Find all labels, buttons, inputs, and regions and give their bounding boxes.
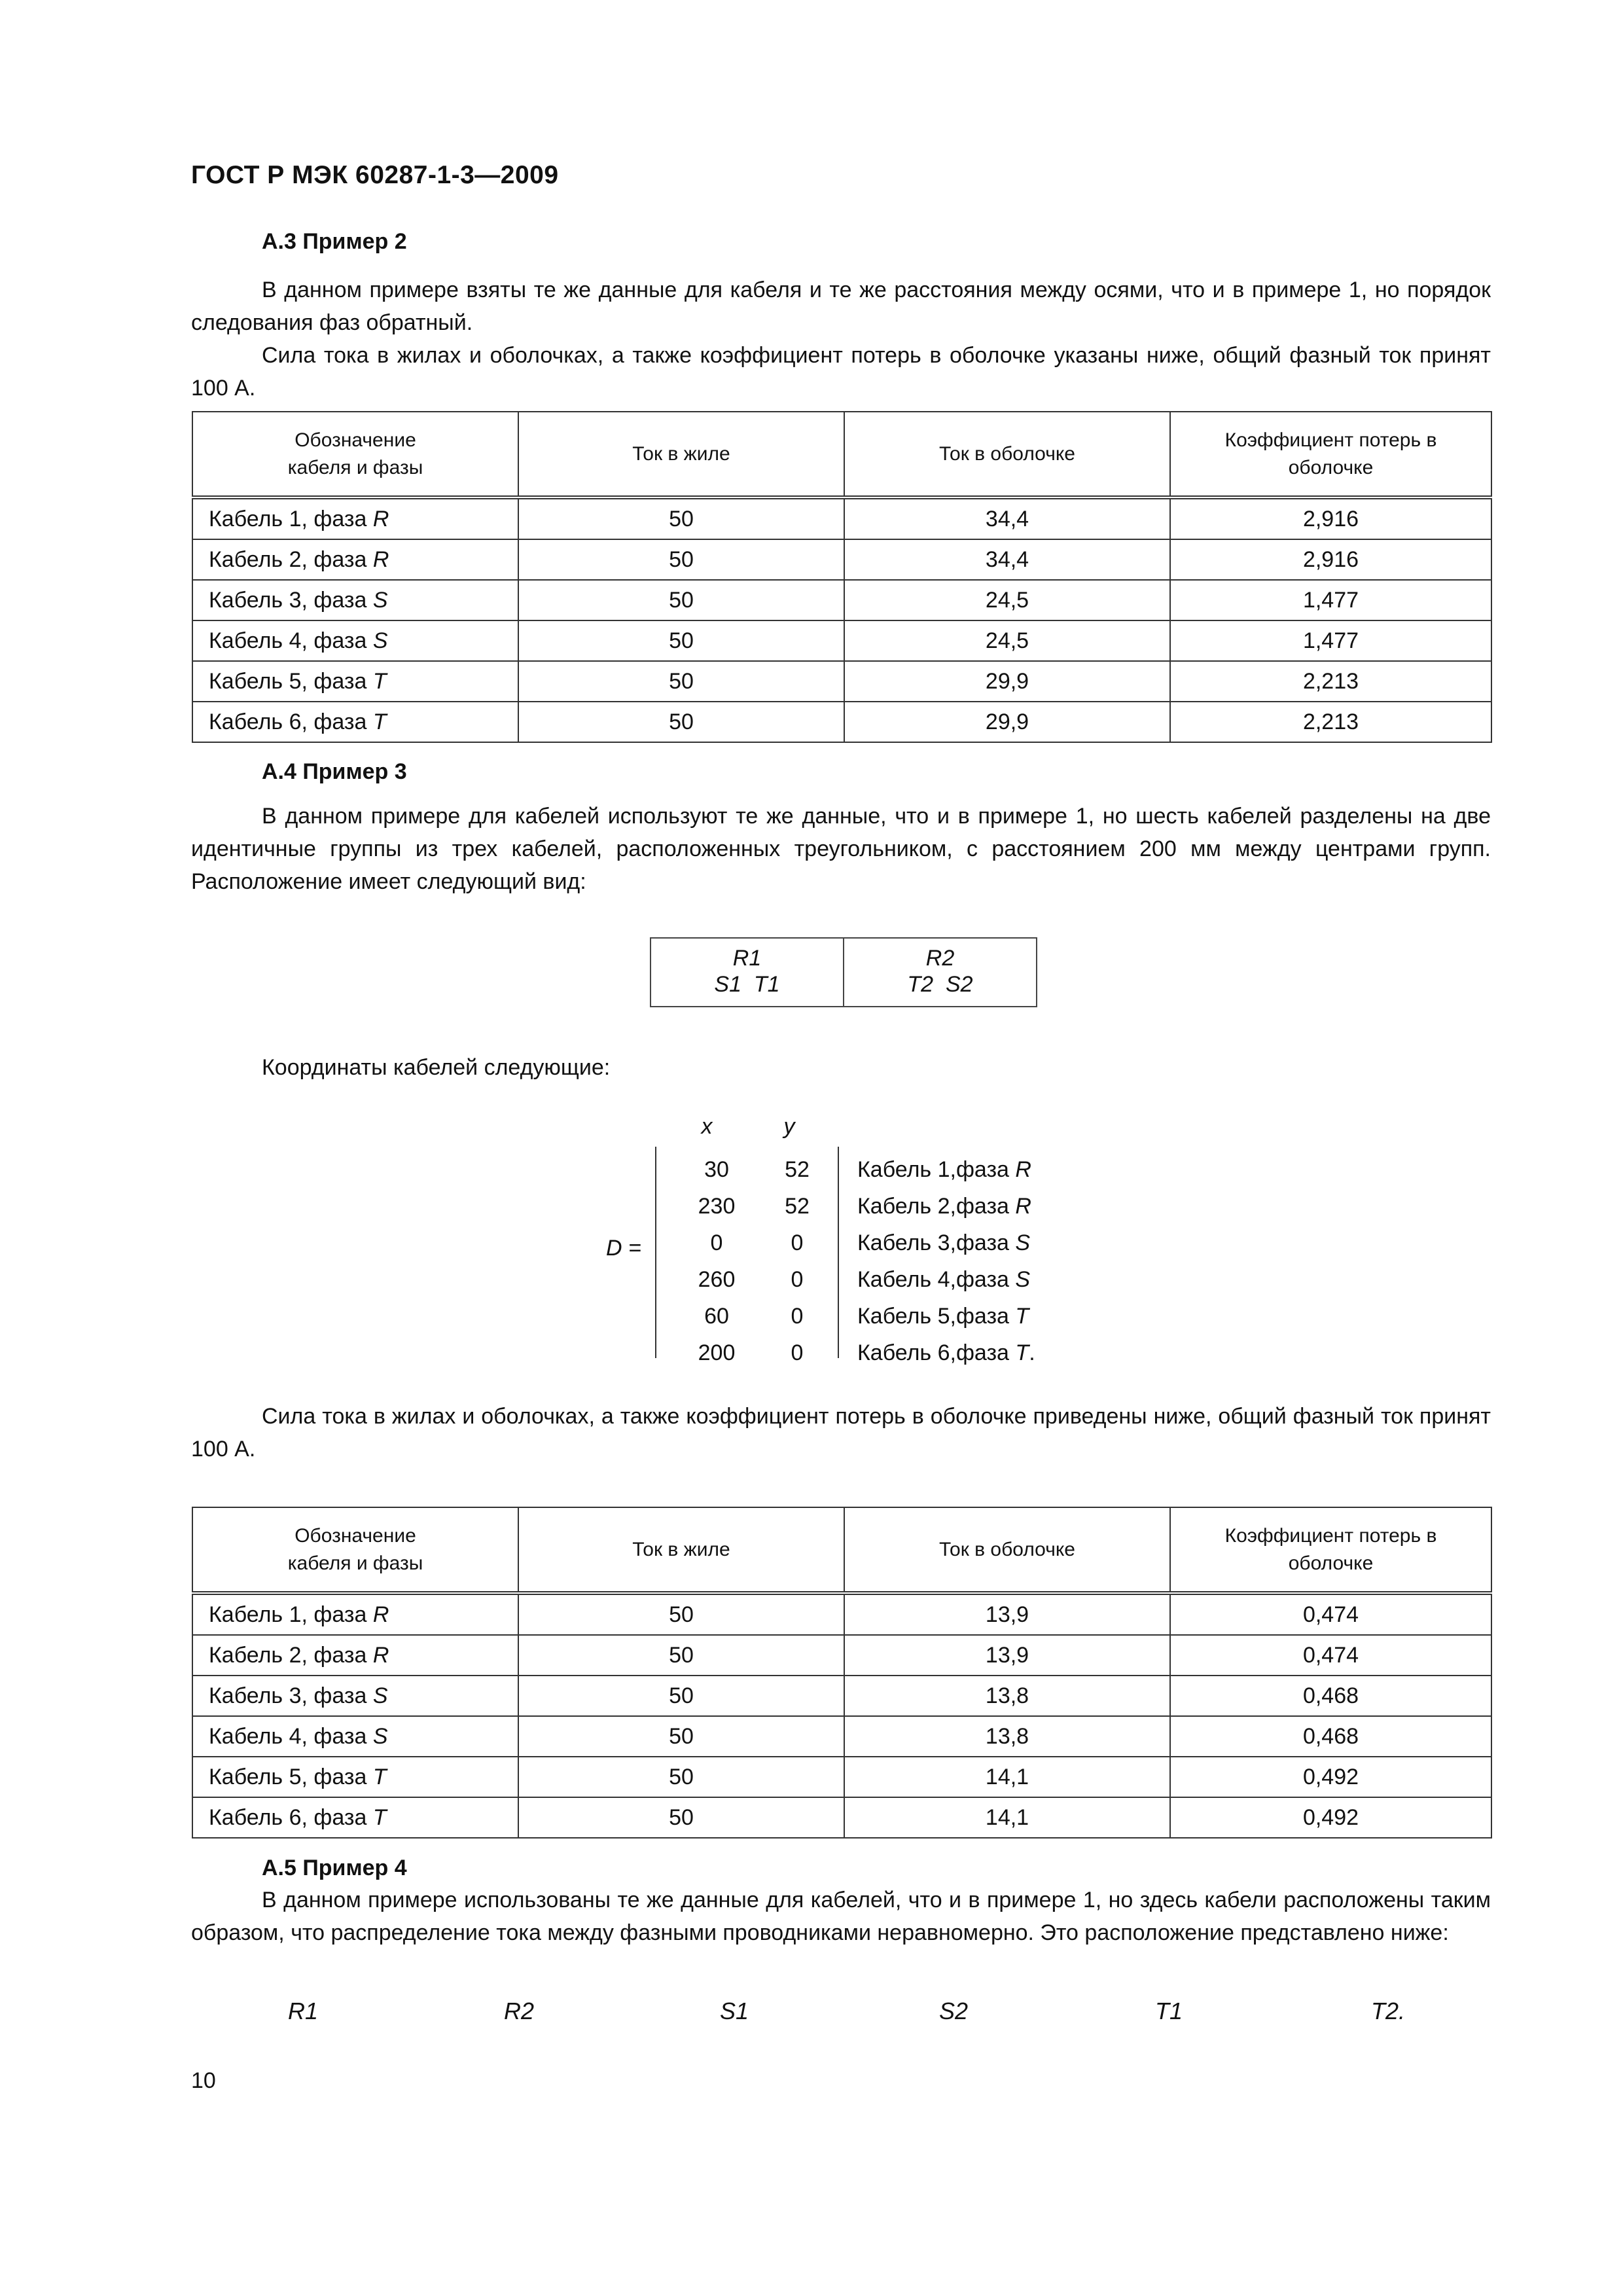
table-row: [192, 1797, 1491, 1838]
header-sheath-current: Ток в оболочке: [844, 412, 1170, 497]
phase-letter: T: [372, 668, 387, 694]
cell-sheath-current: 13,8: [844, 1716, 1170, 1757]
section-a5-title: А.5 Пример 4: [262, 1856, 407, 1880]
cell-loss-factor: 2,213: [1170, 702, 1491, 742]
cell-sheath-current: 24,5: [844, 620, 1170, 661]
cell-sheath-current: 29,9: [844, 702, 1170, 742]
example-4-cable: R1: [288, 1998, 319, 2024]
matrix-x-value: 60: [704, 1304, 729, 1329]
header-core-current: Ток в жиле: [518, 412, 844, 497]
cell-loss-factor: 0,492: [1170, 1797, 1491, 1838]
cell-sheath-current: 34,4: [844, 539, 1170, 580]
cell-core-current: 50: [518, 1676, 844, 1716]
cell-loss-factor: 0,492: [1170, 1757, 1491, 1797]
table-row: [192, 620, 1491, 661]
phase-letter: S: [372, 628, 388, 653]
arrangement-group-1-top: R1: [732, 946, 762, 971]
cell-cable-phase: [192, 580, 518, 620]
matrix-phase-letter: R: [1015, 1157, 1031, 1182]
cell-loss-factor: 0,468: [1170, 1676, 1491, 1716]
cell-cable-phase: [192, 539, 518, 580]
cell-core-current: 50: [518, 702, 844, 742]
arrangement-group-1-bottom: S1 T1: [714, 972, 780, 997]
matrix-phase-letter: T: [1015, 1340, 1029, 1365]
section-a3-text: [191, 274, 1491, 404]
matrix-cable-label: Кабель 2,фаза: [857, 1194, 1009, 1219]
page-number: 10: [191, 2068, 216, 2093]
cable-label: Кабель 3, фаза: [209, 587, 367, 613]
table-example-3-body: [192, 1593, 1491, 1838]
cell-loss-factor: 1,477: [1170, 620, 1491, 661]
matrix-cable-label: Кабель 5,фаза: [857, 1304, 1009, 1329]
matrix-y-header: y: [783, 1114, 795, 1139]
arrangement-group-1: [651, 939, 843, 1006]
cell-sheath-current: 13,9: [844, 1593, 1170, 1635]
cable-label: Кабель 1, фаза: [209, 506, 367, 531]
matrix-phase-letter: S: [1015, 1230, 1031, 1255]
cell-cable-phase: [192, 1797, 518, 1838]
cell-sheath-current: 24,5: [844, 580, 1170, 620]
arrangement-group-2-top: R2: [925, 946, 955, 971]
matrix-cable-label: Кабель 6,фаза: [857, 1340, 1009, 1365]
matrix-cable-label: Кабель 4,фаза: [857, 1267, 1009, 1292]
header-loss-factor: Коэффициент потерь в оболочке: [1170, 412, 1491, 497]
table-row: [192, 580, 1491, 620]
section-a4-title: А.4 Пример 3: [262, 759, 407, 784]
cable-label: Кабель 5, фаза: [209, 1764, 367, 1789]
table-row: [192, 1757, 1491, 1797]
matrix-cable-label: Кабель 3,фаза: [857, 1230, 1009, 1255]
phase-letter: S: [372, 587, 388, 613]
phase-letter: S: [372, 1723, 388, 1749]
cable-label: Кабель 4, фаза: [209, 1723, 367, 1749]
matrix-x-value: 260: [698, 1267, 736, 1292]
cell-cable-phase: [192, 620, 518, 661]
cell-cable-phase: [192, 702, 518, 742]
header-loss-factor: Коэффициент потерь в оболочке: [1170, 1507, 1491, 1593]
cell-cable-phase: [192, 661, 518, 702]
matrix-row-label: [857, 1267, 1030, 1293]
cell-core-current: 50: [518, 1593, 844, 1635]
document-code: ГОСТ Р МЭК 60287-1-3—2009: [191, 161, 559, 189]
table-row: [192, 661, 1491, 702]
table-row: [192, 1635, 1491, 1676]
section-a4-text-2: [191, 1400, 1491, 1465]
phase-letter: S: [372, 1683, 388, 1708]
table-row: [192, 1593, 1491, 1635]
section-a4-paragraph-2: Сила тока в жилах и оболочках, а также коэффициент потерь в оболочке приведены ниже, общий фазный ток принят 100 А.: [191, 1404, 1491, 1462]
section-a5-paragraph-1: В данном примере использованы те же данные для кабелей, что и в примере 1, но здесь кабели расположены таким образом, что распределение тока между фазными проводниками неравномерно. Это расположение представлено ниже:: [191, 1888, 1491, 1945]
header-cable-phase: Обозначение кабеля и фазы: [192, 1507, 518, 1593]
cell-cable-phase: [192, 1757, 518, 1797]
cell-core-current: 50: [518, 580, 844, 620]
cell-loss-factor: 2,916: [1170, 539, 1491, 580]
matrix-label: D =: [606, 1236, 641, 1261]
matrix-phase-letter: S: [1015, 1267, 1031, 1292]
cell-sheath-current: 14,1: [844, 1757, 1170, 1797]
matrix-row-label: [857, 1304, 1029, 1329]
cell-sheath-current: 14,1: [844, 1797, 1170, 1838]
matrix-x-value: 200: [698, 1340, 736, 1365]
matrix-row-label: [857, 1157, 1031, 1183]
matrix-y-value: 52: [785, 1157, 810, 1182]
arrangement-group-2: [843, 939, 1036, 1006]
cell-cable-phase: [192, 1635, 518, 1676]
table-row: [192, 1676, 1491, 1716]
example-4-cable: S1: [720, 1998, 749, 2024]
cell-loss-factor: 0,474: [1170, 1635, 1491, 1676]
matrix-y-value: 0: [791, 1267, 804, 1292]
matrix-cable-label: Кабель 1,фаза: [857, 1157, 1009, 1182]
example-4-cable: S2: [939, 1998, 969, 2024]
cell-cable-phase: [192, 497, 518, 539]
cell-core-current: 50: [518, 539, 844, 580]
cell-cable-phase: [192, 1676, 518, 1716]
cable-label: Кабель 6, фаза: [209, 1804, 367, 1830]
phase-letter: T: [372, 709, 387, 734]
matrix-y-value: 52: [785, 1194, 810, 1219]
cell-loss-factor: 1,477: [1170, 580, 1491, 620]
cell-core-current: 50: [518, 620, 844, 661]
header-sheath-current: Ток в оболочке: [844, 1507, 1170, 1593]
table-row: [192, 1716, 1491, 1757]
cell-cable-phase: [192, 1593, 518, 1635]
phase-letter: R: [372, 1642, 389, 1668]
cable-label: Кабель 4, фаза: [209, 628, 367, 653]
cable-label: Кабель 3, фаза: [209, 1683, 367, 1708]
cell-loss-factor: 2,916: [1170, 497, 1491, 539]
matrix-row-suffix: .: [1029, 1340, 1035, 1365]
matrix-x-value: 0: [710, 1230, 723, 1255]
cell-loss-factor: 2,213: [1170, 661, 1491, 702]
cell-cable-phase: [192, 1716, 518, 1757]
matrix-row-label: [857, 1230, 1030, 1256]
cell-core-current: 50: [518, 1716, 844, 1757]
matrix-row-label: [857, 1340, 1035, 1366]
header-cable-phase: Обозначение кабеля и фазы: [192, 412, 518, 497]
matrix-right-separator: [838, 1147, 839, 1358]
section-a3-title: А.3 Пример 2: [262, 229, 407, 254]
header-core-current: Ток в жиле: [518, 1507, 844, 1593]
cell-loss-factor: 0,474: [1170, 1593, 1491, 1635]
matrix-left-bracket: [655, 1147, 656, 1358]
section-a4-text: [191, 800, 1491, 898]
phase-letter: R: [372, 1602, 389, 1627]
example-4-cable: R2: [504, 1998, 535, 2024]
table-row: [192, 497, 1491, 539]
cell-core-current: 50: [518, 497, 844, 539]
matrix-y-value: 0: [791, 1230, 804, 1255]
arrangement-group-2-bottom: T2 S2: [907, 972, 973, 997]
matrix-x-value: 230: [698, 1194, 736, 1219]
cable-label: Кабель 5, фаза: [209, 668, 367, 694]
section-a4-paragraph-1: В данном примере для кабелей используют те же данные, что и в примере 1, но шесть кабелей разделены на две идентичные группы из трех кабелей, расположенных треугольником, с расстоянием 200 мм между центрами групп. Расположение имеет следующий вид:: [191, 804, 1491, 894]
example-4-cable: T2.: [1371, 1998, 1406, 2024]
cell-sheath-current: 29,9: [844, 661, 1170, 702]
cell-sheath-current: 34,4: [844, 497, 1170, 539]
cell-sheath-current: 13,8: [844, 1676, 1170, 1716]
cell-core-current: 50: [518, 1797, 844, 1838]
coordinates-intro: Координаты кабелей следующие:: [262, 1055, 611, 1080]
matrix-y-value: 0: [791, 1304, 804, 1329]
matrix-phase-letter: R: [1015, 1194, 1031, 1219]
phase-letter: T: [372, 1804, 387, 1830]
matrix-x-value: 30: [704, 1157, 729, 1182]
section-a5-text: [191, 1884, 1491, 1949]
cell-core-current: 50: [518, 1757, 844, 1797]
matrix-y-value: 0: [791, 1340, 804, 1365]
cable-arrangement-diagram: [650, 937, 1037, 1007]
cell-sheath-current: 13,9: [844, 1635, 1170, 1676]
phase-letter: R: [372, 547, 389, 572]
cable-label: Кабель 1, фаза: [209, 1602, 367, 1627]
table-example-3: [192, 1507, 1492, 1839]
table-row: [192, 539, 1491, 580]
cell-core-current: 50: [518, 661, 844, 702]
cable-label: Кабель 6, фаза: [209, 709, 367, 734]
cable-label: Кабель 2, фаза: [209, 1642, 367, 1668]
phase-letter: R: [372, 506, 389, 531]
table-example-2-body: [192, 497, 1491, 742]
table-row: [192, 702, 1491, 742]
section-a3-paragraph-2: Сила тока в жилах и оболочках, а также коэффициент потерь в оболочке указаны ниже, общий фазный ток принят 100 А.: [191, 343, 1491, 401]
matrix-phase-letter: T: [1015, 1304, 1029, 1329]
matrix-x-header: x: [701, 1114, 713, 1139]
cell-core-current: 50: [518, 1635, 844, 1676]
section-a3-paragraph-1: В данном примере взяты те же данные для кабеля и те же расстояния между осями, что и в примере 1, но порядок следования фаз обратный.: [191, 278, 1491, 335]
matrix-row-label: [857, 1194, 1031, 1219]
example-4-cable: T1: [1155, 1998, 1183, 2024]
table-example-2: [192, 411, 1492, 743]
cable-label: Кабель 2, фаза: [209, 547, 367, 572]
phase-letter: T: [372, 1764, 387, 1789]
cell-loss-factor: 0,468: [1170, 1716, 1491, 1757]
